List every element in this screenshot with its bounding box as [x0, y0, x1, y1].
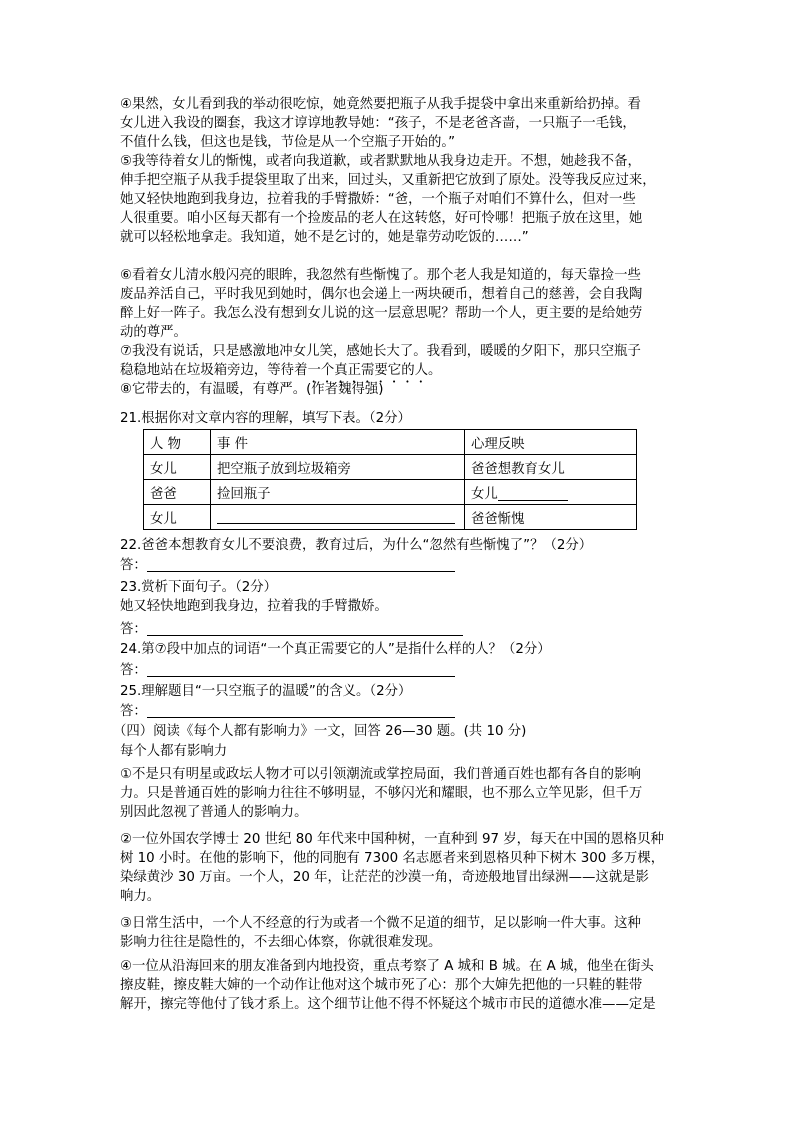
article-title: 每个人都有影响力: [120, 744, 228, 759]
answer-blank[interactable]: [498, 486, 568, 501]
quoted-sentence: 她又轻快地跑到我身边，拉着我的手臂撒娇。: [120, 599, 388, 614]
question-prompt: 25.理解题目“一只空瓶子的温暖”的含义。（2分）: [120, 684, 412, 699]
header-person: 人 物: [144, 430, 211, 455]
emphasized-phrase: 一个真正需要它的人: [307, 363, 428, 378]
question-23: [120, 578, 680, 616]
text-line: 她又轻快地跑到我身边，拉着我的手臂撒娇：“爸，一个瓶子对咱们不算什么，但对一些: [120, 192, 636, 207]
text-line: 女儿进入我设的圈套，我这才谆谆地教导她：“孩子，不是老爸吝啬，一只瓶子一毛钱，: [120, 116, 636, 131]
question-25: [120, 682, 680, 701]
text-line: ④一位从沿海回来的朋友准备到内地投资，重点考察了 A 城和 B 城。在 A 城，他坐在街头: [120, 959, 654, 974]
text-line: 伸手把空瓶子从我手提袋里取了出来，回过头，又重新把它放到了原处。没等我反应过来，: [120, 173, 656, 188]
cell-person: 女儿: [144, 505, 211, 530]
text-line: 稳稳地站在垃圾箱旁边，等待着一个真正需要它的人。: [120, 363, 442, 378]
story-paragraph-8: [120, 380, 680, 399]
text-line: 响力。: [120, 889, 161, 904]
text-line: 擦皮鞋，擦皮鞋大婶的一个动作让他对这个城市死了心：那个大婶先把他的一只鞋的鞋带: [120, 978, 643, 993]
table-row: [144, 505, 637, 530]
text-line: ⑥看着女儿清水般闪亮的眼眸，我忽然有些惭愧了。那个老人我是知道的，每天靠捡一些: [120, 268, 641, 283]
answer-line-24: 答：: [120, 661, 455, 680]
answer-blank[interactable]: [147, 703, 455, 718]
text-line: 人很重要。咱小区每天都有一个捡废品的老人在这转悠，好可怜哪！把瓶子放在这里，她: [120, 211, 643, 226]
question-prompt: 23.赏析下面句子。（2分）: [120, 580, 278, 595]
table-row: [144, 480, 637, 505]
cell-person: 爸爸: [144, 480, 211, 505]
question-21: [120, 409, 680, 428]
answer-blank[interactable]: [147, 621, 463, 636]
part4-title: [120, 742, 680, 761]
answer-line-23: 答：: [120, 620, 463, 639]
header-reaction: 心理反映: [465, 430, 637, 455]
story-paragraph-6: [120, 266, 680, 342]
text-line: 染绿黄沙 30 万亩。一个人，20 年，让茫茫的沙漠一角，奇迹般地冒出绿洲——这就是影: [120, 870, 649, 885]
text-line: ⑦我没有说话，只是感激地冲女儿笑，感她长大了。我看到，暖暖的夕阳下，那只空瓶子: [120, 344, 641, 359]
story-paragraph-5: [120, 152, 680, 247]
cell-reaction: 爸爸想教育女儿: [465, 455, 637, 480]
answer-line-25: 答：: [120, 702, 455, 721]
cell-event-blank: [211, 505, 465, 530]
q21-table: [143, 429, 637, 530]
text-line: 就可以轻松地拿走。我知道，她不是乞讨的，她是靠劳动吃饭的……”: [120, 230, 529, 245]
question-prompt: 21.根据你对文章内容的理解，填写下表。（2分）: [120, 411, 411, 426]
question-24: [120, 640, 680, 659]
answer-blank[interactable]: [147, 662, 455, 677]
text-line: 树 10 小时。在他的影响下，他的同胞有 7300 名志愿者来到恩格贝种下树木 300 多万棵，: [120, 851, 665, 866]
part4-intro: [113, 722, 673, 741]
text-line: 不值什么钱，但这也是钱，节俭是从一个空瓶子开始的。”: [120, 135, 456, 150]
table-header-row: [144, 430, 637, 455]
text-line: ①不是只有明星或政坛人物才可以引领潮流或掌控局面，我们普通百姓也都有各自的影响: [120, 767, 641, 782]
text-line: 醉上好一阵子。我怎么没有想到女儿说的这一层意思呢？帮助一个人，更主要的是给她劳: [120, 306, 643, 321]
section-heading: （四）阅读《每个人都有影响力》一文，回答 26—30 题。(共 10 分): [113, 724, 527, 739]
text-line: 废品养活自己，平时我见到她时，偶尔也会递上一两块硬币，想着自己的慈善，会自我陶: [120, 287, 643, 302]
text-line: ②一位外国农学博士 20 世纪 80 年代来中国种树，一直种到 97 岁，每天在中国的恩格贝种: [120, 832, 664, 847]
text-line: 动的尊严。: [120, 325, 187, 340]
story-paragraph-7: [120, 342, 680, 380]
text-line: ④果然，女儿看到我的举动很吃惊，她竟然要把瓶子从我手提袋中拿出来重新给扔掉。看: [120, 97, 641, 112]
question-prompt: 22.爸爸本想教育女儿不要浪费，教育过后，为什么“忽然有些惭愧了”？（2分）: [120, 538, 593, 553]
article-paragraph-3: [120, 914, 680, 952]
question-prompt: 24.第⑦段中加点的词语“一个真正需要它的人”是指什么样的人？（2分）: [120, 642, 551, 657]
question-22: [120, 536, 680, 555]
text-line: 别因此忽视了普通人的影响力。: [120, 805, 308, 820]
text-line: ⑧它带去的，有温暖，有尊严。(作者魏得强): [120, 382, 384, 397]
table-row: [144, 455, 637, 480]
text-line: 力。只是普通百姓的影响力往往不够明显，不够闪光和耀眼，也不那么立竿见影，但千万: [120, 786, 643, 801]
cell-event: 捡回瓶子: [211, 480, 465, 505]
header-event: 事 件: [211, 430, 465, 455]
cell-reaction: 爸爸惭愧: [465, 505, 637, 530]
cell-reaction-with-blank: 女儿: [465, 480, 637, 505]
story-paragraph-4: [120, 95, 680, 152]
text-line: 解开，擦完等他付了钱才系上。这个细节让他不得不怀疑这个城市市民的道德水准——定是: [120, 997, 656, 1012]
answer-blank[interactable]: [217, 509, 455, 524]
cell-event: 把空瓶子放到垃圾箱旁: [211, 455, 465, 480]
article-paragraph-2: [120, 830, 680, 906]
article-paragraph-4: [120, 957, 680, 1014]
answer-line-22: 答：: [120, 556, 455, 575]
text-line: 影响力往往是隐性的，不去细心体察，你就很难发现。: [120, 935, 442, 950]
article-paragraph-1: [120, 765, 680, 822]
text-line: ③日常生活中，一个人不经意的行为或者一个微不足道的细节，足以影响一件大事。这种: [120, 916, 641, 931]
answer-blank[interactable]: [147, 557, 455, 572]
cell-person: 女儿: [144, 455, 211, 480]
text-line: ⑤我等待着女儿的惭愧，或者向我道歉，或者默默地从我身边走开。不想，她趁我不备，: [120, 154, 641, 169]
